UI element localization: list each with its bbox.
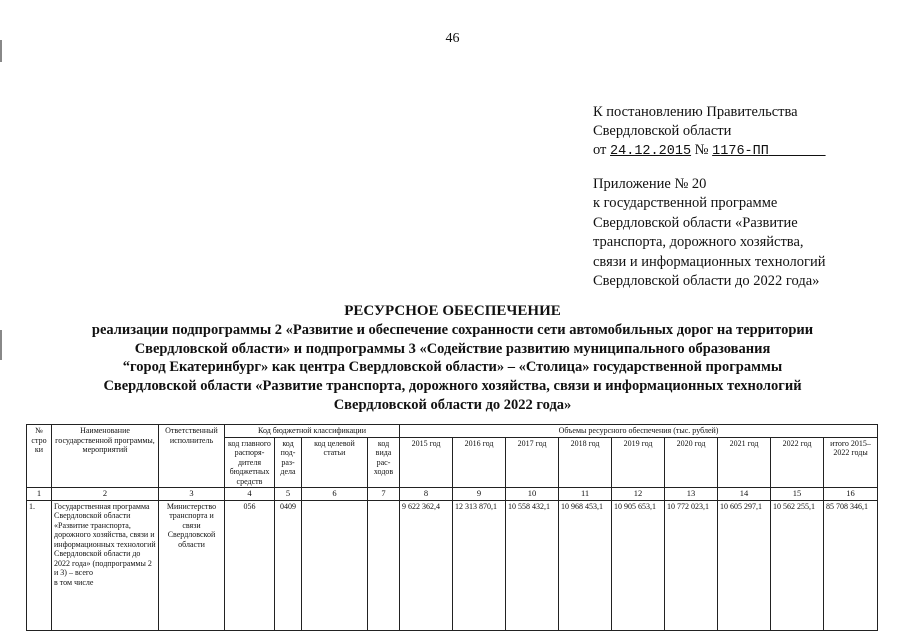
- column-number: 12: [612, 488, 665, 501]
- header-resource-volume: Объемы ресурсного обеспечения (тыс. рублей): [400, 425, 878, 438]
- row-value-2018: 10 968 453,1: [559, 500, 612, 630]
- column-number: 16: [824, 488, 878, 501]
- header-year: 2022 год: [771, 437, 824, 488]
- row-name-text: Государственная программа Свердловской области «Развитие транспорта, дорожного хозяйства, связи и информационных технологий Свердловской области до 2022 года» (подпрограммы 2 и 3) – всего: [54, 501, 156, 577]
- appendix-line: Приложение № 20: [593, 176, 707, 192]
- header-subsection: код под-раз-дела: [275, 437, 302, 488]
- heading-line: Свердловской области» и подпрограммы 3 «Содействие развитию муниципального образования: [134, 340, 771, 357]
- row-value-2016: 12 313 870,1: [453, 500, 506, 630]
- column-number: 10: [506, 488, 559, 501]
- column-number: 4: [225, 488, 275, 501]
- table-header-row: [27, 425, 878, 438]
- column-number: 3: [159, 488, 225, 501]
- page-number: 46: [445, 31, 460, 46]
- decree-date-line: [593, 141, 826, 161]
- header-year: 2019 год: [612, 437, 665, 488]
- appendix-block: [593, 175, 825, 291]
- header-budget-classification: Код бюджетной классификации: [225, 425, 400, 438]
- document-heading: [60, 302, 845, 415]
- table-row: [27, 500, 878, 630]
- appendix-line: Свердловской области «Развитие: [593, 214, 798, 231]
- column-number: 6: [302, 488, 368, 501]
- appendix-line: Свердловской области до 2022 года»: [593, 273, 820, 290]
- appendix-line: к государственной программе: [593, 195, 778, 212]
- row-value-2015: 9 622 362,4: [400, 500, 453, 630]
- column-number: 1: [27, 488, 52, 501]
- decree-date: 24.12.2015: [610, 144, 692, 159]
- header-name: Наименование государственной программы, мероприятий: [52, 425, 159, 488]
- heading-line: “город Екатеринбург» как центра Свердловской области» – «Столица» государственной программы: [122, 359, 783, 376]
- row-name-tail: в том числе: [54, 577, 94, 587]
- row-value-2019: 10 905 653,1: [612, 500, 665, 630]
- heading-line: Свердловской области «Развитие транспорта, дорожного хозяйства, связи и информационных технологий: [103, 378, 802, 395]
- column-number: 15: [771, 488, 824, 501]
- resource-table: [26, 424, 878, 631]
- header-year: 2016 год: [453, 437, 506, 488]
- decree-from-prefix: от: [593, 142, 607, 158]
- column-number: 13: [665, 488, 718, 501]
- row-target-article: [302, 500, 368, 630]
- column-number: 2: [52, 488, 159, 501]
- header-year: 2018 год: [559, 437, 612, 488]
- row-number: 1.: [27, 500, 52, 630]
- row-name: [52, 500, 159, 630]
- decree-line-2: Свердловской области: [593, 123, 732, 139]
- header-year: 2017 год: [506, 437, 559, 488]
- appendix-line: связи и информационных технологий: [593, 253, 826, 270]
- header-total: итого 2015–2022 годы: [824, 437, 878, 488]
- column-number: 14: [718, 488, 771, 501]
- column-number: 11: [559, 488, 612, 501]
- column-number: 9: [453, 488, 506, 501]
- decree-number: 1176-ПП: [712, 144, 769, 159]
- header-year: 2021 год: [718, 437, 771, 488]
- header-target-article: код целевой статьи: [302, 437, 368, 488]
- heading-line: Свердловской области до 2022 года»: [333, 396, 572, 413]
- decree-block: [593, 103, 826, 161]
- document-title: РЕСУРСНОЕ ОБЕСПЕЧЕНИЕ: [344, 303, 561, 319]
- header-row-number: № стро ки: [27, 425, 52, 488]
- appendix-line: транспорта, дорожного хозяйства,: [593, 234, 804, 251]
- row-executor: Министерство транспорта и связи Свердловской области: [159, 500, 225, 630]
- header-executor: Ответственный исполнитель: [159, 425, 225, 488]
- decree-line-1: К постановлению Правительства: [593, 104, 798, 120]
- row-subsection: 0409: [275, 500, 302, 630]
- header-kgrbs: код главного распоря-дителя бюджетных средств: [225, 437, 275, 488]
- heading-line: реализации подпрограммы 2 «Развитие и обеспечение сохранности сети автомобильных дорог на территории: [91, 321, 814, 338]
- row-value-total: 85 708 346,1: [824, 500, 878, 630]
- row-expense-type: [368, 500, 400, 630]
- column-number: 8: [400, 488, 453, 501]
- header-year: 2015 год: [400, 437, 453, 488]
- column-number: 7: [368, 488, 400, 501]
- header-year: 2020 год: [665, 437, 718, 488]
- scan-edge-mark: [0, 330, 2, 360]
- row-kgrbs: 056: [225, 500, 275, 630]
- row-value-2022: 10 562 255,1: [771, 500, 824, 630]
- row-value-2021: 10 605 297,1: [718, 500, 771, 630]
- row-value-2020: 10 772 023,1: [665, 500, 718, 630]
- column-number-row: [27, 488, 878, 501]
- row-value-2017: 10 558 432,1: [506, 500, 559, 630]
- column-number: 5: [275, 488, 302, 501]
- decree-number-prefix: №: [694, 142, 709, 158]
- header-expense-type: код вида рас-ходов: [368, 437, 400, 488]
